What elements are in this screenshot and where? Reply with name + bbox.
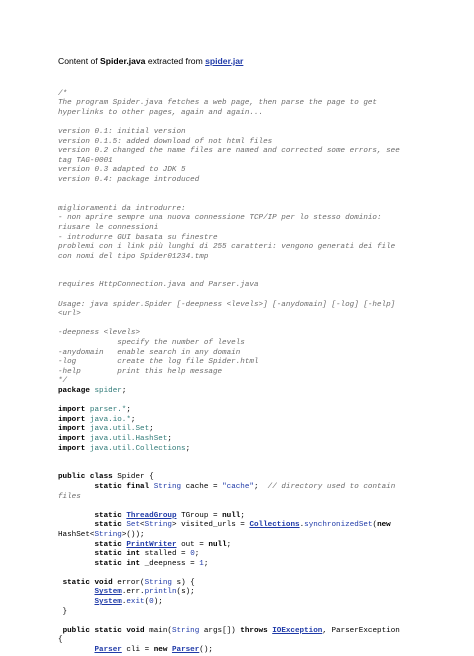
- code-token: [58, 512, 94, 520]
- header-middle: extracted from: [145, 56, 206, 66]
- code-token: > visited_urls =: [171, 521, 250, 530]
- code-line: [58, 646, 458, 656]
- code-token: String: [144, 521, 172, 530]
- code-token: static int: [94, 559, 141, 568]
- code-token: [58, 560, 94, 568]
- code-line: [58, 291, 458, 301]
- code-token: {: [58, 636, 63, 645]
- code-line: [58, 176, 458, 186]
- code-token: <: [140, 521, 145, 530]
- code-line: [58, 339, 458, 349]
- code-token: con nomi del tipo Spider01234.tmp: [58, 252, 209, 261]
- code-token: ;: [253, 482, 268, 491]
- code-token: -help print this help message: [58, 367, 223, 376]
- code-token: synchronizedSet: [304, 521, 373, 530]
- code-token: [58, 550, 94, 558]
- code-token: args[]): [199, 626, 241, 635]
- code-line: [58, 387, 458, 397]
- code-token[interactable]: Collections: [249, 521, 300, 530]
- code-line: [58, 80, 458, 90]
- code-line: [58, 99, 458, 109]
- code-token: [58, 541, 94, 549]
- code-token: static void: [62, 578, 113, 587]
- code-token: ;: [226, 540, 232, 549]
- code-line: [58, 262, 458, 272]
- code-line: [58, 502, 458, 512]
- code-line: [58, 531, 458, 541]
- code-token: null: [222, 511, 241, 520]
- code-token: <url>: [58, 310, 81, 319]
- code-token: HashSet<: [58, 530, 95, 539]
- code-token: ;: [185, 444, 191, 453]
- code-token: new: [377, 521, 391, 530]
- code-line: [58, 608, 458, 618]
- code-token[interactable]: IOException: [272, 626, 323, 635]
- code-token: >());: [121, 530, 145, 539]
- code-token: import: [58, 415, 86, 424]
- code-token: String: [171, 626, 200, 635]
- code-line: [58, 617, 458, 627]
- code-token: parser.*: [89, 406, 127, 415]
- code-token: // directory used to contain: [267, 482, 396, 491]
- code-token: error(: [112, 578, 145, 587]
- code-token: problemi con i link più lunghi di 255 caratteri: vengono generati dei file: [58, 243, 396, 252]
- code-line: [58, 588, 458, 598]
- code-token: -anydomain enable search in any domain: [58, 348, 241, 357]
- code-token: .err.: [121, 588, 145, 597]
- code-token: ;: [240, 511, 245, 520]
- code-token[interactable]: ThreadGroup: [126, 511, 177, 520]
- code-token: .: [299, 521, 305, 530]
- code-line: [58, 598, 458, 608]
- code-token: new: [153, 646, 168, 655]
- code-token: public static void: [62, 626, 145, 635]
- code-token: tag TAG-0001: [58, 156, 113, 165]
- code-line: [58, 445, 458, 455]
- code-token: import: [58, 444, 86, 453]
- code-token: ;: [126, 406, 131, 415]
- code-token: (: [144, 598, 150, 607]
- code-token: ();: [199, 646, 213, 655]
- code-line: [58, 406, 458, 416]
- code-line: [58, 243, 458, 253]
- code-token: public class: [58, 473, 113, 482]
- code-token: println: [144, 588, 177, 597]
- code-token: ;: [194, 550, 200, 559]
- code-token: [58, 483, 94, 491]
- code-line: [58, 186, 458, 196]
- code-token: s) {: [171, 578, 195, 587]
- code-token: -log create the log file Spider.html: [58, 358, 259, 367]
- code-token[interactable]: Parser: [94, 646, 122, 655]
- code-line: [58, 157, 458, 167]
- code-token: out =: [176, 540, 209, 549]
- code-token: null: [208, 540, 227, 549]
- code-token: stalled =: [140, 550, 191, 559]
- code-line: [58, 569, 458, 579]
- code-line: [58, 349, 458, 359]
- code-token: cache =: [181, 482, 223, 491]
- code-token[interactable]: System: [94, 598, 122, 607]
- code-token: cli =: [121, 646, 154, 655]
- code-token: version 0.3 adapted to JDK 5: [58, 166, 186, 175]
- code-line: [58, 234, 458, 244]
- code-token: Set: [126, 521, 141, 530]
- code-token: riusare le connessioni: [58, 223, 159, 232]
- code-token: - introdurre GUI basata su finestre: [58, 233, 218, 242]
- code-token[interactable]: PrintWriter: [126, 540, 177, 549]
- code-token: String: [94, 530, 122, 539]
- code-line: [58, 118, 458, 128]
- code-token: version 0.2 changed the name files are named and corrected some errors, see: [58, 147, 400, 156]
- code-token: [58, 646, 94, 654]
- code-line: [58, 473, 458, 483]
- code-token: _deepness =: [140, 559, 200, 568]
- code-token: (s);: [176, 588, 195, 597]
- header-filename: Spider.java: [100, 56, 146, 66]
- code-line: [58, 310, 458, 320]
- code-line: [58, 416, 458, 426]
- code-token: import: [58, 434, 86, 443]
- code-line: [58, 377, 458, 387]
- code-line: [58, 272, 458, 282]
- code-token: -deepness <levels>: [58, 329, 141, 338]
- code-token: static final: [94, 482, 150, 491]
- code-token: java.util.Collections: [89, 444, 186, 453]
- code-token: static: [94, 540, 122, 549]
- code-token: import: [58, 406, 86, 415]
- code-line: [58, 579, 458, 589]
- code-line: [58, 454, 458, 464]
- code-token: ;: [167, 434, 172, 443]
- code-token: String: [144, 578, 172, 587]
- code-token[interactable]: Parser: [171, 646, 200, 655]
- code-line: [58, 301, 458, 311]
- code-line: [58, 512, 458, 522]
- code-line: [58, 397, 458, 407]
- code-token: static: [94, 511, 122, 520]
- code-token: */: [58, 377, 68, 386]
- code-token: static int: [94, 550, 141, 559]
- code-token: miglioramenti da introdurre:: [58, 204, 186, 213]
- code-token: [58, 588, 94, 596]
- code-token: .: [121, 598, 127, 607]
- code-token: version 0.4: package introduced: [58, 175, 200, 184]
- code-token: - non aprire sempre una nuova connessione TCP/IP per lo stesso dominio:: [58, 214, 382, 223]
- code-line: [58, 138, 458, 148]
- header-prefix: Content of: [58, 56, 101, 66]
- code-line: [58, 109, 458, 119]
- code-line: [58, 425, 458, 435]
- code-token: 0: [190, 550, 195, 559]
- code-token: ;: [121, 387, 127, 395]
- code-line: [58, 483, 458, 493]
- code-token: ;: [203, 559, 209, 568]
- code-token: The program Spider.java fetches a web page, then parse the page to get: [58, 99, 377, 108]
- code-token: version 0.1.5: added download of not html files: [58, 137, 273, 146]
- code-line: [58, 320, 458, 330]
- code-token: [58, 521, 94, 529]
- jar-link[interactable]: spider.jar: [205, 56, 244, 66]
- code-token: version 0.1: initial version: [58, 127, 186, 136]
- code-token: files: [58, 492, 81, 501]
- code-token: static: [94, 521, 122, 530]
- code-token: /*: [58, 89, 68, 98]
- code-token: Usage: java spider.Spider [-deepness <levels>] [-anydomain] [-log] [-help]: [58, 300, 396, 309]
- code-line: [58, 205, 458, 215]
- code-token: "cache": [222, 482, 254, 491]
- code-token: spider: [94, 387, 122, 395]
- code-line: [58, 253, 458, 263]
- code-token: 0: [149, 598, 154, 607]
- code-token: (: [372, 521, 378, 530]
- code-line: [58, 358, 458, 368]
- code-line: [58, 281, 458, 291]
- code-line: [58, 166, 458, 176]
- source-code-listing: [58, 80, 458, 656]
- code-line: [58, 464, 458, 474]
- code-token: hyperlinks to other pages, again and again...: [58, 108, 264, 117]
- code-token: throws: [240, 626, 268, 635]
- code-line: [58, 90, 458, 100]
- code-token: }: [58, 607, 68, 616]
- code-line: [58, 435, 458, 445]
- code-token: Spider {: [112, 473, 154, 482]
- code-line: [58, 560, 458, 570]
- code-token: main(: [144, 626, 172, 635]
- code-token: ;: [130, 415, 136, 424]
- code-token: String: [153, 482, 182, 491]
- code-line: [58, 550, 458, 560]
- code-token: java.util.HashSet: [89, 434, 168, 443]
- code-line: [58, 128, 458, 138]
- code-token: , ParserException: [322, 626, 400, 635]
- code-token: import: [58, 425, 86, 434]
- code-line: [58, 368, 458, 378]
- code-token: 1: [199, 559, 204, 568]
- code-token: ;: [149, 425, 154, 434]
- code-line: [58, 521, 458, 531]
- document-header: [58, 56, 243, 66]
- code-token: java.io.*: [89, 415, 131, 424]
- code-token: package: [58, 387, 90, 395]
- code-token: java.util.Set: [89, 425, 150, 434]
- code-token: );: [153, 598, 163, 607]
- code-line: [58, 224, 458, 234]
- code-line: [58, 329, 458, 339]
- code-line: [58, 636, 458, 646]
- code-token: [58, 598, 94, 606]
- code-token: exit: [126, 598, 145, 607]
- code-line: [58, 147, 458, 157]
- code-token: requires HttpConnection.java and Parser.java: [58, 281, 259, 290]
- code-line: [58, 195, 458, 205]
- code-token: specify the number of levels: [58, 339, 245, 348]
- code-token[interactable]: System: [94, 588, 122, 597]
- code-line: [58, 493, 458, 503]
- code-token: TGroup =: [176, 511, 223, 520]
- code-line: [58, 541, 458, 551]
- code-line: [58, 214, 458, 224]
